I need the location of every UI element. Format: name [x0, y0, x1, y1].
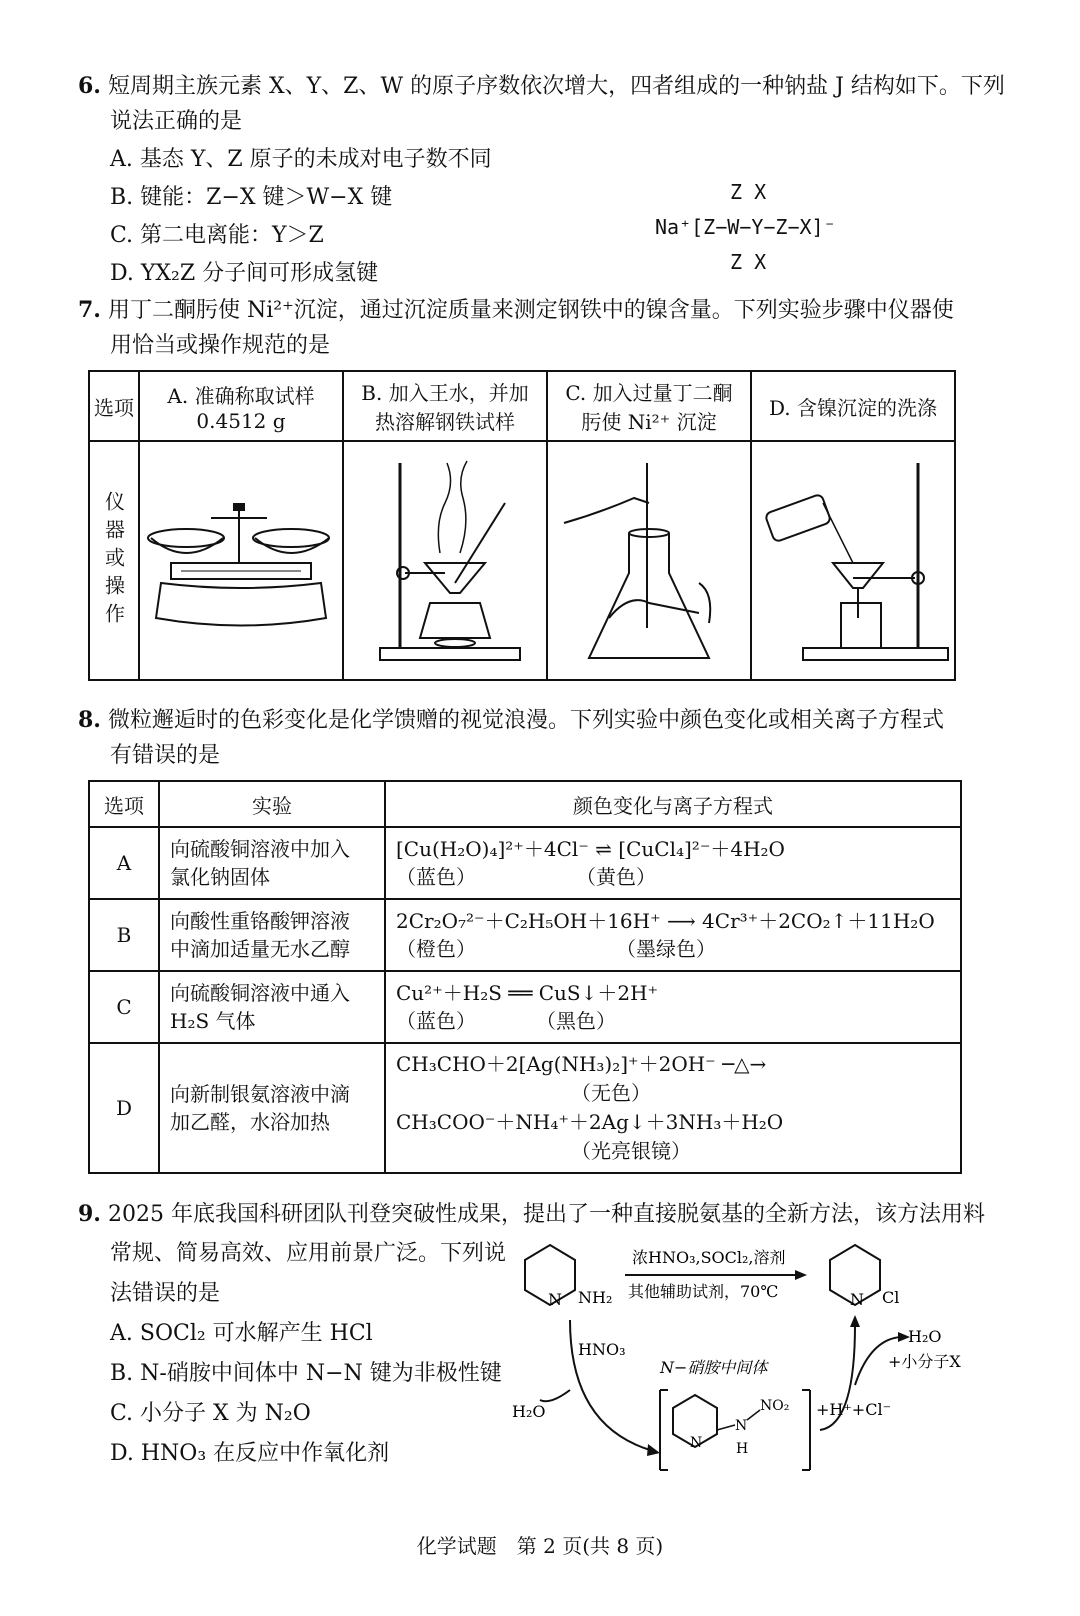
q7-col-c-line2: 肟使 Ni²⁺ 沉淀 [581, 410, 717, 434]
heating-apparatus-icon [345, 443, 545, 673]
q8-row-a-option: A [89, 827, 159, 899]
q7-col-d [751, 371, 955, 441]
q9-option-d: D. HNO₃ 在反应中作氧化剂 [110, 1441, 390, 1466]
q8-row-d-eq2: （无色） [571, 1081, 651, 1105]
q7-number: 7. [78, 297, 101, 323]
q8-stem-line2: 有错误的是 [110, 743, 221, 768]
filtration-apparatus-icon [753, 443, 953, 673]
q6-stem-line2: 说法正确的是 [110, 109, 243, 134]
reactant-ring-n: N [548, 1290, 562, 1309]
q8-row-c-eq2: （蓝色） （黑色） [396, 1009, 616, 1033]
q6-option-c: C. 第二电离能：Y＞Z [110, 223, 324, 248]
q8-row-d-equation [385, 1043, 961, 1173]
q7-illustration-heating [343, 441, 547, 680]
q7-col-a [139, 371, 343, 441]
q8-row-b-option: B [89, 899, 159, 971]
q7-col-b [343, 371, 547, 441]
q8-header-option: 选项 [89, 781, 159, 827]
balance-scale-icon [141, 443, 341, 673]
q6-number: 6. [78, 73, 101, 99]
q8-row-a-experiment [159, 827, 385, 899]
q6-option-d: D. YX₂Z 分子间可形成氢键 [110, 261, 379, 286]
q8-row-a-eq1: [Cu(H₂O)₄]²⁺＋4Cl⁻ ⇌ [CuCl₄]²⁻＋4H₂O [396, 837, 785, 861]
q8-row-b-exp2: 中滴加适量无水乙醇 [170, 937, 350, 961]
q7-col-c [547, 371, 751, 441]
q9-stem-line2: 常规、简易高效、应用前景广泛。下列说 [110, 1241, 507, 1266]
q6-option-a: A. 基态 Y、Z 原子的未成对电子数不同 [110, 147, 492, 172]
q8-row-b-experiment [159, 899, 385, 971]
q9-number: 9. [78, 1201, 101, 1227]
table-row [89, 899, 961, 971]
q8-header-experiment: 实验 [159, 781, 385, 827]
q9-reaction-scheme [510, 1225, 990, 1485]
q8-table [88, 780, 962, 1174]
q8-row-c-option: C [89, 971, 159, 1043]
q9-option-b: B. N-硝胺中间体中 N−N 键为非极性键 [110, 1361, 502, 1386]
reagent-bottom: 其他辅助试剂，70℃ [628, 1282, 779, 1301]
h2o-left-label: H₂O [512, 1402, 546, 1421]
q8-number: 8. [78, 707, 101, 733]
q8-row-b-eq1: 2Cr₂O₇²⁻＋C₂H₅OH＋16H⁺ ⟶ 4Cr³⁺＋2CO₂↑＋11H₂O [396, 909, 935, 933]
q8-row-d-eq3: CH₃COO⁻＋NH₄⁺＋2Ag↓＋3NH₃＋H₂O [396, 1110, 784, 1134]
q8-row-a-equation [385, 827, 961, 899]
q9-stem-line3: 法错误的是 [110, 1281, 221, 1306]
hno3-label: HNO₃ [578, 1340, 626, 1359]
q7-stem-line2: 用恰当或操作规范的是 [110, 333, 331, 358]
q8-row-c-equation [385, 971, 961, 1043]
q8-row-a-exp2: 氯化钠固体 [170, 865, 270, 889]
q7-stem-line1 [78, 292, 954, 329]
q7-col-b-line1: B. 加入王水，并加 [361, 381, 529, 405]
q8-row-d-eq1: CH₃CHO＋2[Ag(NH₃)₂]⁺＋2OH⁻ ─△→ [396, 1052, 767, 1076]
q9-stem-text: 2025 年底我国科研团队刊登突破性成果，提出了一种直接脱氨基的全新方法，该方法用料 [108, 1202, 985, 1227]
q6-structure-top: Z X [730, 180, 767, 204]
q6-structure-bottom: Z X [730, 250, 767, 274]
plus-ions-label: +H⁺+Cl⁻ [816, 1400, 892, 1419]
q8-header-equation: 颜色变化与离子方程式 [385, 781, 961, 827]
q8-stem-text: 微粒邂逅时的色彩变化是化学馈赠的视觉浪漫。下列实验中颜色变化或相关离子方程式 [108, 708, 945, 733]
page-footer: 化学试题 第 2 页(共 8 页) [416, 1534, 664, 1558]
q6-stem-line1 [78, 68, 1005, 105]
intermediate-label: N−硝胺中间体 [660, 1358, 768, 1377]
intermediate-no2: NO₂ [760, 1398, 790, 1414]
q8-row-d-exp2: 加乙醛，水浴加热 [170, 1110, 330, 1134]
q8-row-b-exp1: 向酸性重铬酸钾溶液 [170, 909, 350, 933]
q7-col-a-line1: A. 准确称取试样 [167, 383, 315, 408]
q7-row-label: 仪器或操作 [89, 441, 139, 680]
q8-row-c-exp2: H₂S 气体 [170, 1009, 256, 1033]
q8-row-d-eq4: （光亮银镜） [571, 1139, 691, 1163]
q8-row-d-option: D [89, 1043, 159, 1173]
intermediate-ring-n: N [690, 1435, 703, 1451]
q8-row-b-equation [385, 899, 961, 971]
q9-option-a: A. SOCl₂ 可水解产生 HCl [110, 1321, 373, 1346]
product-cl: Cl [882, 1288, 900, 1307]
q6-structure-main: Na⁺[Z−W−Y−Z−X]⁻ [655, 215, 836, 239]
q7-illustration-balance [139, 441, 343, 680]
q8-row-d-exp1: 向新制银氨溶液中滴 [170, 1082, 350, 1106]
q7-illustration-filtration [751, 441, 955, 680]
q8-row-b-eq2: （橙色） （墨绿色） [396, 937, 716, 961]
q7-stem-text: 用丁二酮肟使 Ni²⁺沉淀，通过沉淀质量来测定钢铁中的镍含量。下列实验步骤中仪器使 [108, 298, 954, 323]
q8-row-a-eq2: （蓝色） （黄色） [396, 865, 656, 889]
reagent-top: 浓HNO₃,SOCl₂,溶剂 [632, 1248, 786, 1267]
q9-option-c: C. 小分子 X 为 N₂O [110, 1401, 311, 1426]
q7-col-b-line2: 热溶解钢铁试样 [375, 410, 515, 434]
table-row [89, 971, 961, 1043]
q8-stem-line1 [78, 702, 944, 739]
q7-table [88, 370, 956, 681]
conical-flask-icon [549, 443, 749, 673]
q8-row-d-experiment [159, 1043, 385, 1173]
q6-stem-text: 短周期主族元素 X、Y、Z、W 的原子序数依次增大，四者组成的一种钠盐 J 结构如下。下列 [108, 74, 1005, 99]
intermediate-h: H [736, 1441, 749, 1457]
table-row [89, 1043, 961, 1173]
q7-col-a-line2: 0.4512 g [196, 408, 286, 433]
q7-header-label: 选项 [89, 371, 139, 441]
q8-row-c-experiment [159, 971, 385, 1043]
q7-col-d-line1: D. 含镍沉淀的洗涤 [768, 395, 938, 420]
product-ring-n: N [850, 1290, 864, 1309]
q8-row-a-exp1: 向硫酸铜溶液中加入 [170, 837, 350, 861]
small-molecule-x-label: +小分子X [888, 1352, 961, 1371]
q8-row-c-eq1: Cu²⁺＋H₂S ══ CuS↓＋2H⁺ [396, 981, 659, 1005]
reactant-nh2: NH₂ [578, 1288, 613, 1307]
q8-row-c-exp1: 向硫酸铜溶液中通入 [170, 981, 350, 1005]
q6-option-b: B. 键能：Z−X 键＞W−X 键 [110, 185, 393, 210]
intermediate-nh: N [735, 1418, 748, 1434]
table-row [89, 827, 961, 899]
h2o-right-label: H₂O [908, 1327, 942, 1346]
q7-col-c-line1: C. 加入过量丁二酮 [565, 381, 733, 405]
q7-illustration-flask [547, 441, 751, 680]
